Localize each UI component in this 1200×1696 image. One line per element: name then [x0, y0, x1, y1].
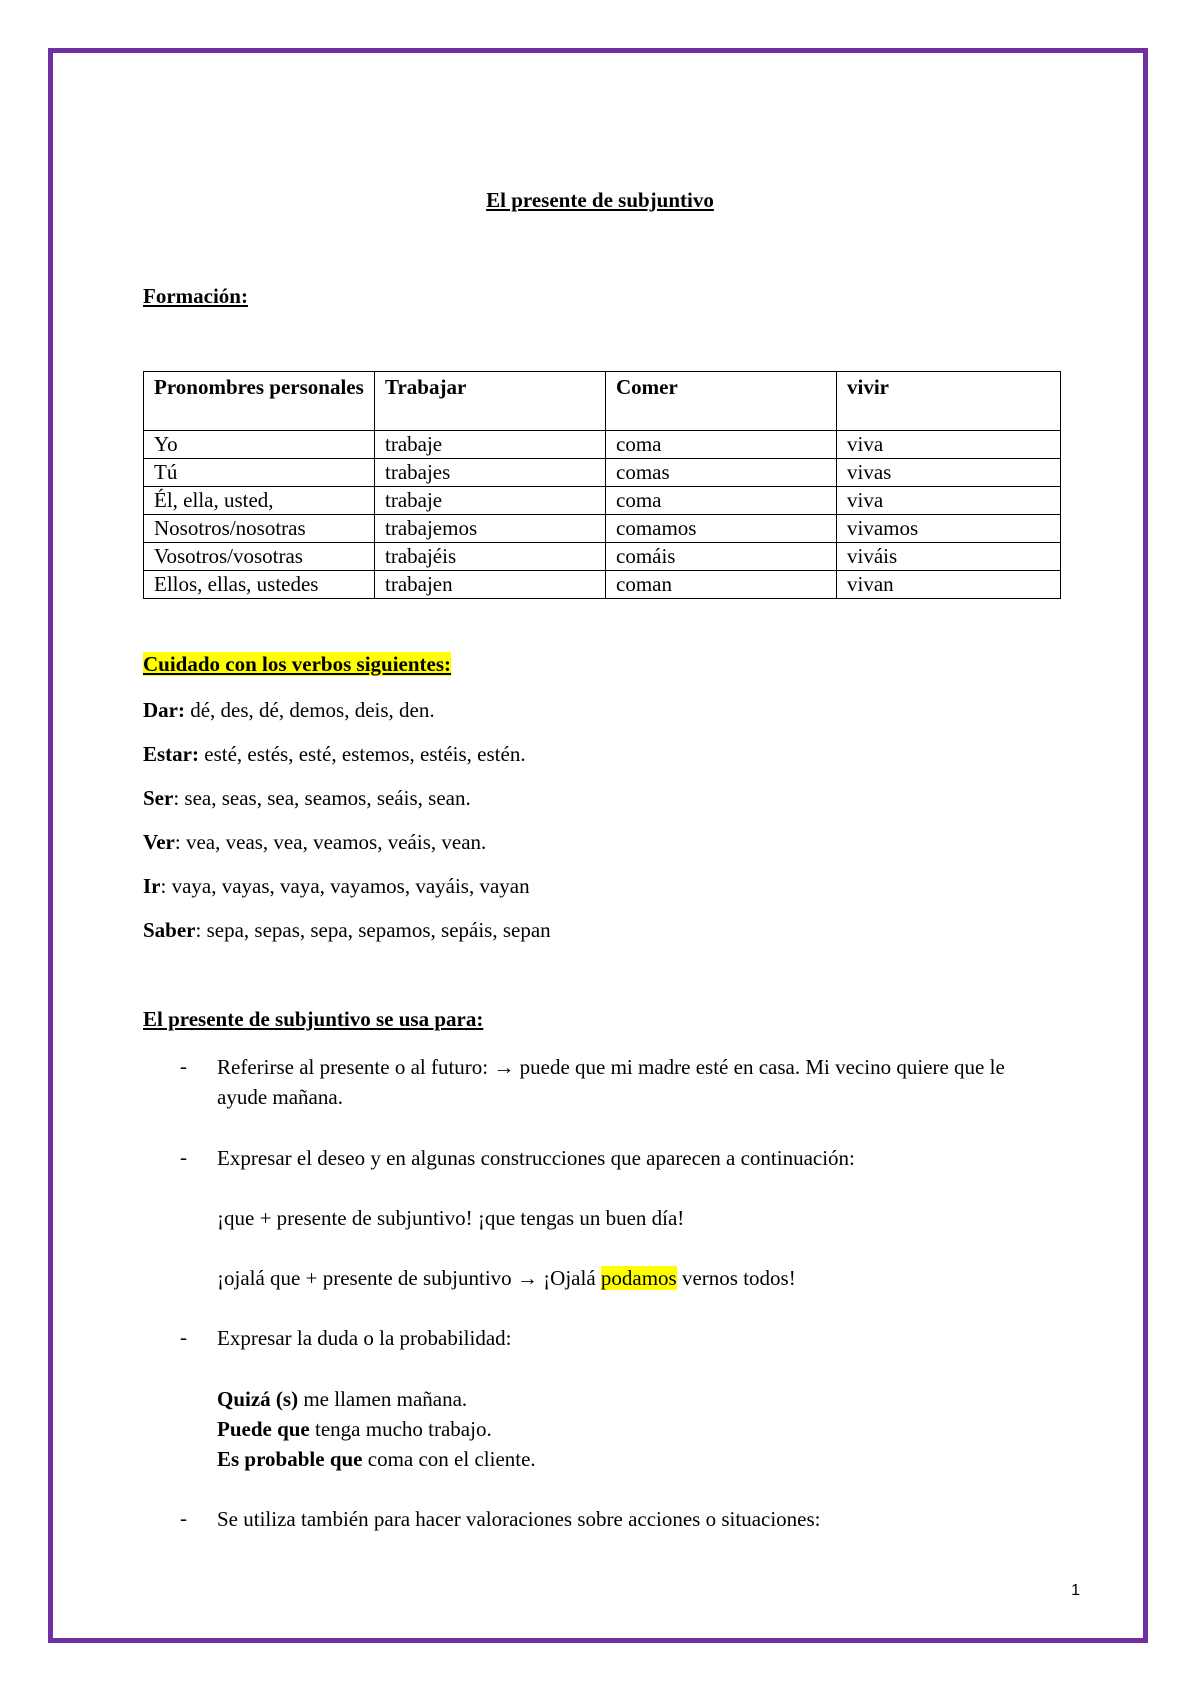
- table-cell: comamos: [606, 515, 837, 543]
- verb-line-ir: [143, 874, 530, 898]
- conjugation-table: [143, 371, 1061, 599]
- example-text: tenga mucho trabajo.: [309, 1417, 492, 1441]
- verb-forms: : sepa, sepas, sepa, sepamos, sepáis, sepan: [195, 918, 551, 942]
- example-text: vernos todos!: [676, 1266, 796, 1290]
- highlighted-word: podamos: [600, 1266, 677, 1290]
- table-cell: Yo: [144, 431, 375, 459]
- example-bold: Quizá (s): [217, 1387, 299, 1411]
- use-item-1: Referirse al presente o al futuro: → puede que mi madre esté en casa. Mi vecino quiere que le ayude mañana.: [217, 1055, 1005, 1109]
- table-row: [144, 487, 1061, 515]
- verb-forms: dé, des, dé, demos, deis, den.: [184, 698, 435, 722]
- uso-heading: El presente de subjuntivo se usa para:: [143, 1007, 484, 1031]
- table-cell: coma: [606, 487, 837, 515]
- table-header-cell: Comer: [606, 372, 837, 431]
- use-item-2-example-1: ¡que + presente de subjuntivo! ¡que tengas un buen día!: [217, 1206, 685, 1230]
- formacion-heading: Formación:: [143, 284, 248, 308]
- bullet-dash: -: [180, 1145, 187, 1169]
- example-text: coma con el cliente.: [362, 1447, 536, 1471]
- bullet-dash: -: [180, 1054, 187, 1078]
- table-cell: Él, ella, usted,: [144, 487, 375, 515]
- verb-name: Estar:: [143, 742, 199, 766]
- verb-line-dar: [143, 698, 435, 722]
- verb-name: Ver: [143, 830, 175, 854]
- table-row: [144, 515, 1061, 543]
- table-row: [144, 431, 1061, 459]
- page-number: 1: [1071, 1582, 1080, 1599]
- verb-name: Saber: [143, 918, 196, 942]
- verb-name: Dar:: [143, 698, 185, 722]
- table-row: [144, 459, 1061, 487]
- table-cell: trabajéis: [375, 543, 606, 571]
- bullet-dash: -: [180, 1325, 187, 1349]
- verb-name: Ir: [143, 874, 161, 898]
- bullet-dash: -: [180, 1506, 187, 1530]
- verb-forms: esté, estés, esté, estemos, estéis, estén.: [199, 742, 526, 766]
- cuidado-heading-text: Cuidado con los verbos siguientes:: [143, 652, 452, 676]
- table-cell: viva: [837, 487, 1061, 515]
- verb-line-ver: [143, 830, 486, 854]
- verb-line-saber: [143, 918, 551, 942]
- example-text: ¡ojalá que + presente de subjuntivo → ¡Ojalá: [217, 1266, 601, 1290]
- verb-line-estar: [143, 742, 526, 766]
- table-cell: viva: [837, 431, 1061, 459]
- table-row: [144, 571, 1061, 599]
- verb-line-ser: [143, 786, 471, 810]
- use-item-3-example: [217, 1444, 1057, 1474]
- table-header-cell: vivir: [837, 372, 1061, 431]
- verb-forms: : sea, seas, sea, seamos, seáis, sean.: [173, 786, 471, 810]
- table-cell: trabajemos: [375, 515, 606, 543]
- table-cell: Nosotros/nosotras: [144, 515, 375, 543]
- example-bold: Es probable que: [217, 1447, 363, 1471]
- table-header-cell: Trabajar: [375, 372, 606, 431]
- use-item-3-example: [217, 1384, 1057, 1414]
- use-item-2: Expresar el deseo y en algunas construcciones que aparecen a continuación:: [217, 1146, 855, 1170]
- verb-forms: : vaya, vayas, vaya, vayamos, vayáis, vayan: [160, 874, 530, 898]
- table-cell: vivamos: [837, 515, 1061, 543]
- table-cell: comas: [606, 459, 837, 487]
- document-title: El presente de subjuntivo: [486, 188, 714, 212]
- example-text: me llamen mañana.: [298, 1387, 468, 1411]
- example-bold: Puede que: [217, 1417, 310, 1441]
- table-cell: viváis: [837, 543, 1061, 571]
- table-cell: trabajes: [375, 459, 606, 487]
- table-cell: coman: [606, 571, 837, 599]
- table-cell: coma: [606, 431, 837, 459]
- table-cell: vivas: [837, 459, 1061, 487]
- table-cell: vivan: [837, 571, 1061, 599]
- table-row: [144, 543, 1061, 571]
- table-header-row: [144, 372, 1061, 431]
- use-item-2-example-2: [217, 1263, 1057, 1293]
- use-item-3-example: [217, 1414, 1057, 1444]
- table-cell: Ellos, ellas, ustedes: [144, 571, 375, 599]
- table-cell: comáis: [606, 543, 837, 571]
- table-cell: Vosotros/vosotras: [144, 543, 375, 571]
- verb-forms: : vea, veas, vea, veamos, veáis, vean.: [174, 830, 487, 854]
- cuidado-heading: [143, 652, 451, 677]
- table-cell: trabaje: [375, 487, 606, 515]
- table-cell: Tú: [144, 459, 375, 487]
- table-cell: trabajen: [375, 571, 606, 599]
- verb-name: Ser: [143, 786, 174, 810]
- use-item-3: Expresar la duda o la probabilidad:: [217, 1326, 512, 1350]
- table-header-cell: Pronombres personales: [144, 372, 375, 431]
- use-item-4: Se utiliza también para hacer valoraciones sobre acciones o situaciones:: [217, 1507, 821, 1531]
- table-cell: trabaje: [375, 431, 606, 459]
